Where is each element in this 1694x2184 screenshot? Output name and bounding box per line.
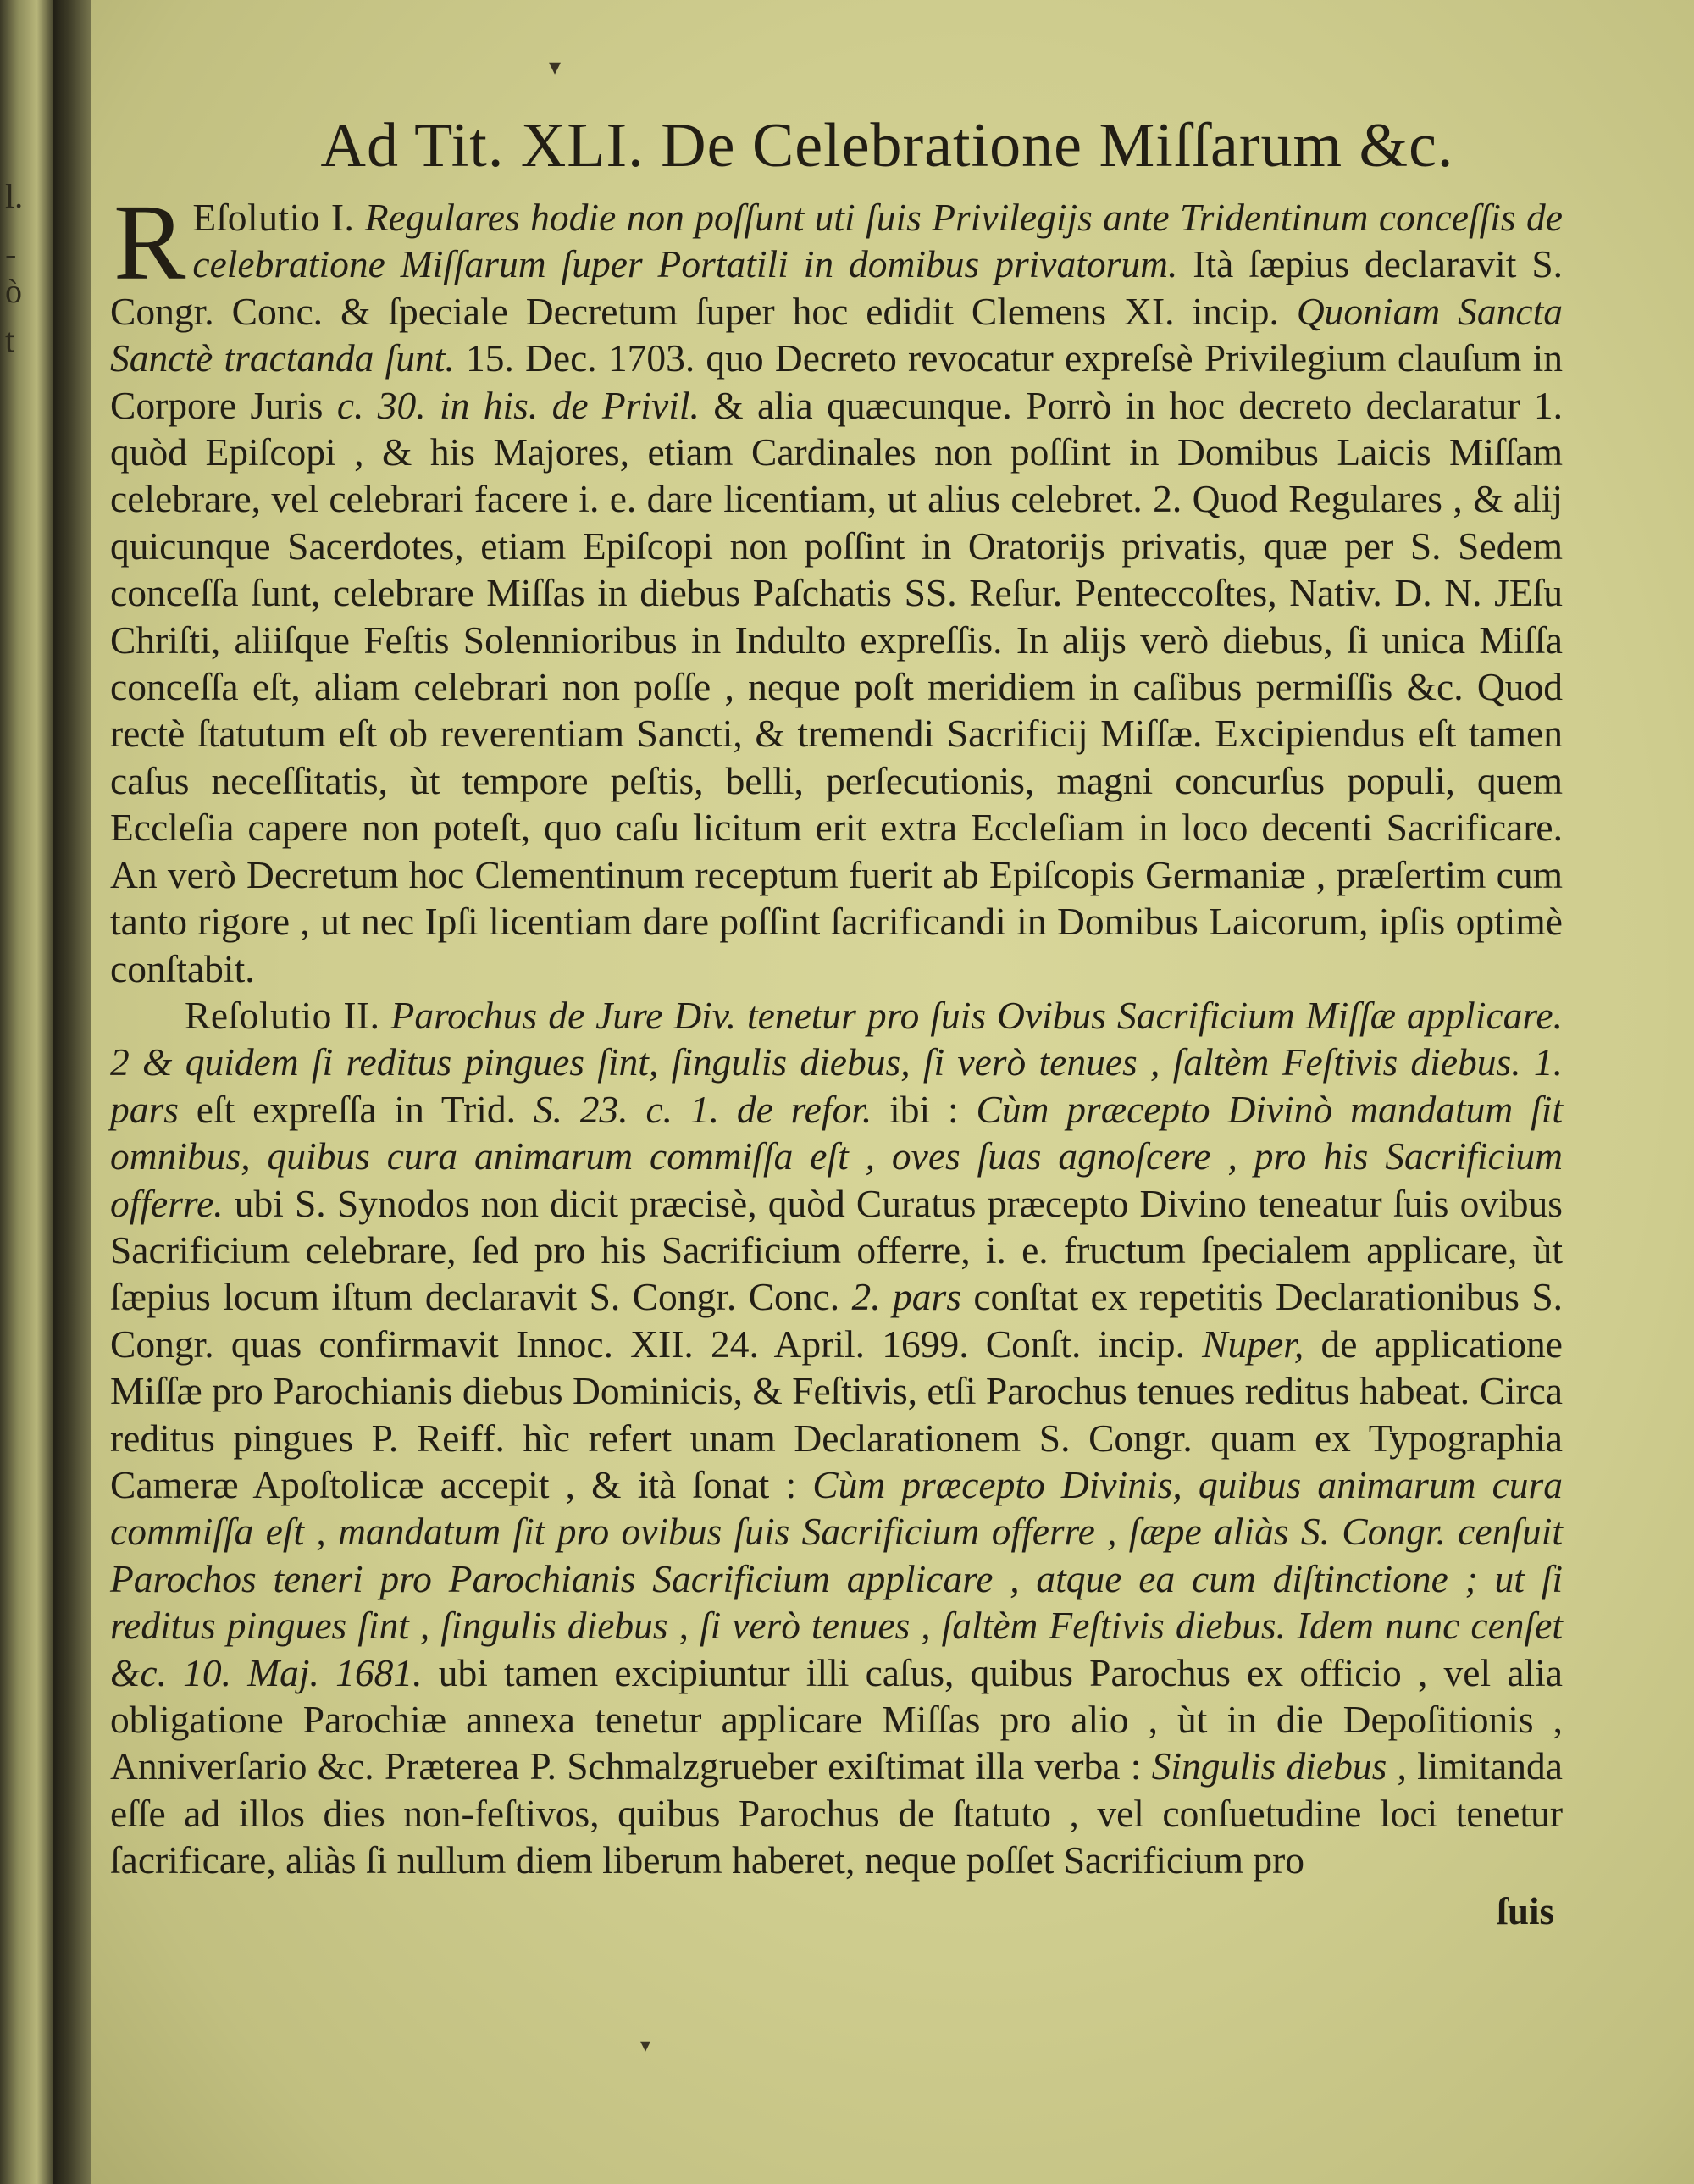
page-title: Ad Tit. XLI. De Celebratione Miſſarum &c. — [320, 111, 1454, 180]
body-text: conſtat ex repetitis Declarationibus S. Congr. quas confirmavit Innoc. XII. 24. April. 1699. Conſt. incip. — [110, 1275, 1564, 1366]
body-text: eſt expreſſa in Trid. — [196, 1087, 516, 1131]
pars-marker: 2. pars — [851, 1275, 961, 1319]
pars-marker: 1. pars — [110, 1040, 1564, 1131]
decree-incipit: Quoniam Sancta Sanctè tractanda ſunt. — [110, 289, 1564, 380]
quotation: Cùm præcepto Divinò mandatum ſit omnibus, quibus cura animarum commiſſa eſt , oves ſuas agnoſcere , pro his Sacrificium offerre. — [110, 1087, 1564, 1225]
body-text: , limitanda eſſe ad illos dies non-feſtivos, quibus Parochus de ſtatuto , vel conſuetudine loci tenetur ſacrificare, aliàs ſi nullum diem liberum haberet, neque poſſet Sacrificium pro — [110, 1744, 1563, 1882]
constitution-incipit: Nuper, — [1202, 1322, 1304, 1366]
body-text: & alia quæcunque. Porrò in hoc decreto declaratur 1. quòd Epiſcopi , & his Majores, etiam Cardinales non poſſint in Domibus Laicis Miſſam celebrare, vel celebrari facere i. e. dare licentiam, ut alius celebret. 2. Quod Regulares , & alij quicunque Sacerdotes, etiam Epiſcopi non poſſint in Oratorijs privatis, quæ per S. Sedem conceſſa ſunt, celebrare Miſſas in diebus Paſchatis SS. Reſur. Penteccoſtes, Nativ. D. N. JEſu Chriſti, aliiſque Feſtis Solennioribus in Indulto expreſſis. In alijs verò diebus, ſi unica Miſſa conceſſa eſt, aliam celebrari non poſſe , neque poſt meridiem in caſibus permiſſis &c. Quod rectè ſtatutum eſt ob reverentiam Sancti, & tremendi Sacrificij Miſſæ. Excipiendus eſt tamen caſus neceſſitatis, ùt tempore peſtis, belli, perſecutionis, magni concurſus populi, quem Eccleſia capere non poteſt, quo caſu licitum erit extra Eccleſiam in loco decenti Sacrificare. An verò Decretum hoc Clementinum receptum fuerit ab Epiſcopis Germaniæ , præſertim cum tanto rigore , ut nec Ipſi licentiam dare poſſint ſacrificandi in Domibus Laicorum, ipſis optimè conſtabit. — [110, 383, 1564, 990]
facing-page-edge — [0, 0, 53, 2184]
body-text: ibi : — [889, 1087, 959, 1131]
resolution-2-label: Reſolutio II. — [185, 993, 380, 1037]
quoted-phrase: Singulis diebus — [1151, 1744, 1387, 1788]
resolution-1-paragraph — [110, 182, 1564, 992]
facing-page-fragment: ò — [5, 272, 22, 310]
citation: S. 23. c. 1. de refor. — [533, 1087, 872, 1131]
printer-mark: ▾ — [640, 2035, 651, 2057]
resolution-2-paragraph — [110, 992, 1563, 1884]
book-gutter — [53, 0, 93, 2184]
resolution-2-thesis: Parochus de Jure Div. tenetur pro ſuis Ovibus Sacrificium Miſſæ applicare. 2 & quidem ſi reditus pingues ſint, ſingulis diebus, ſi verò tenues , ſaltèm Feſtivis diebus. — [110, 993, 1564, 1084]
body-text: Ità ſæpius declaravit S. Congr. Conc. & ſpeciale Decretum ſuper hoc edidit Clemens XI. incip. — [110, 242, 1563, 333]
resolution-1-label: Eſolutio I. — [192, 196, 355, 239]
quotation: Cùm præcepto Divinis, quibus animarum cura commiſſa eſt , mandatum ſit pro ovibus ſuis Sacrificium offerre , ſæpe aliàs S. Congr. cenſuit Parochos teneri pro Parochianis Sacrificium applicare , atque ea cum diſtinctione ; ut ſi reditus pingues ſint , ſingulis diebus , ſi verò tenues , ſaltèm Feſtivis diebus. Idem nunc cenſet &c. 10. Maj. 1681. — [110, 1462, 1564, 1694]
facing-page-fragment: - — [5, 235, 17, 273]
book-page — [91, 0, 1694, 2184]
body-text: 15. Dec. 1703. quo Decreto revocatur expreſsè Privilegium clauſum in Corpore Juris — [110, 336, 1564, 427]
body-text: de applicatione Miſſæ pro Parochianis diebus Dominicis, & Feſtivis, etſi Parochus tenues reditus habeat. Circa reditus pingues P. Reiff. hìc refert unam Declarationem S. Congr. quam ex Typographia Cameræ Apoſtolicæ accepit , & ità ſonat : — [110, 1322, 1563, 1506]
citation: c. 30. in his. de Privil. — [336, 383, 700, 427]
body-text: ubi tamen excipiuntur illi caſus, quibus Parochus ex officio , vel alia obligatione Parochiæ annexa tenetur applicare Miſſas pro alio , ùt in die Depoſitionis , Anniverſario &c. Præterea P. Schmalzgrueber exiſtimat illa verba : — [110, 1650, 1564, 1788]
facing-page-fragment: t — [5, 321, 15, 359]
catchword: ſuis — [1497, 1889, 1554, 1932]
resolution-1-thesis: Regulares hodie non poſſunt uti ſuis Privilegijs ante Tridentinum conceſſis de celebratione Miſſarum ſuper Portatili in domibus privatorum. — [192, 196, 1563, 286]
facing-page-fragment: l. — [5, 177, 24, 215]
body-text: ubi S. Synodos non dicit præcisè, quòd Curatus præcepto Divino teneatur ſuis ovibus Sacrificium celebrare, ſed pro his Sacrificium offerre, i. e. fructum ſpecialem applicare, ùt ſæpius locum iſtum declaravit S. Congr. Conc. — [110, 1181, 1564, 1319]
drop-cap: R — [113, 182, 186, 302]
printer-mark: ▾ — [549, 54, 562, 80]
